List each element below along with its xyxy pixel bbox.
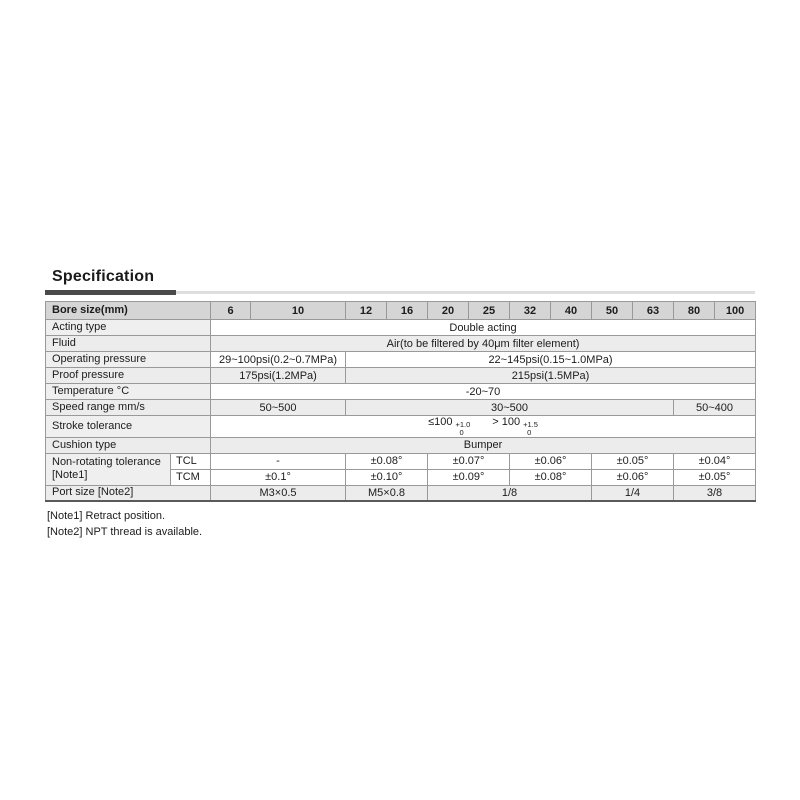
tcl-bore-50-63: ±0.05° [592,453,674,469]
stroke-gt-tolerance: +1.5 0 [523,420,538,437]
row-operating-pressure [46,352,756,368]
title-underline-dark [45,290,176,295]
temperature-label: Temperature °C [46,384,211,400]
row-speed-range [46,400,756,416]
row-stroke-tolerance [46,416,756,438]
tcm-bore-6-10: ±0.1° [211,469,346,485]
proof-pressure-small-bore: 175psi(1.2MPa) [211,368,346,384]
fluid-value: Air(to be filtered by 40μm filter element) [211,336,756,352]
row-port-size [46,485,756,501]
tcm-label: TCM [171,469,211,485]
row-acting-type [46,320,756,336]
bore-col-32: 32 [510,302,551,320]
speed-range-bore-80-100: 50~400 [674,400,756,416]
port-size-bore-12-16: M5×0.8 [346,485,428,501]
operating-pressure-large-bore: 22~145psi(0.15~1.0MPa) [346,352,756,368]
tcl-bore-6-10: - [211,453,346,469]
acting-type-label: Acting type [46,320,211,336]
speed-range-bore-6-10: 50~500 [211,400,346,416]
bore-col-40: 40 [551,302,592,320]
section-title: Specification [52,268,155,285]
cushion-type-value: Bumper [211,437,756,453]
row-temperature [46,384,756,400]
fluid-label: Fluid [46,336,211,352]
note-1: [Note1] Retract position. [47,510,166,523]
tcm-bore-12-16: ±0.10° [346,469,428,485]
bore-col-20: 20 [428,302,469,320]
tcm-bore-20-25: ±0.09° [428,469,510,485]
bore-col-63: 63 [633,302,674,320]
stroke-tolerance-label: Stroke tolerance [46,416,211,438]
tcl-bore-80-100: ±0.04° [674,453,756,469]
port-size-bore-6-10: M3×0.5 [211,485,346,501]
port-size-bore-20-40: 1/8 [428,485,592,501]
row-cushion-type [46,437,756,453]
bore-col-16: 16 [387,302,428,320]
port-size-bore-50-63: 1/4 [592,485,674,501]
stroke-le-text: ≤100 [428,416,453,428]
proof-pressure-large-bore: 215psi(1.5MPa) [346,368,756,384]
bore-col-6: 6 [211,302,251,320]
specification-table [45,301,756,502]
bore-col-12: 12 [346,302,387,320]
non-rotating-label: Non-rotating tolerance [Note1] [46,453,171,485]
proof-pressure-label: Proof pressure [46,368,211,384]
tcm-bore-50-63: ±0.06° [592,469,674,485]
stroke-gt-text: > 100 [492,416,521,428]
note-2: [Note2] NPT thread is available. [47,525,203,538]
operating-pressure-small-bore: 29~100psi(0.2~0.7MPa) [211,352,346,368]
port-size-label: Port size [Note2] [46,485,211,501]
temperature-value: -20~70 [211,384,756,400]
bore-col-25: 25 [469,302,510,320]
spec-sheet [45,268,755,540]
bore-size-label: Bore size(mm) [46,302,211,320]
bore-col-10: 10 [251,302,346,320]
title-rule [45,290,755,295]
bore-col-50: 50 [592,302,633,320]
row-proof-pressure [46,368,756,384]
speed-range-bore-12-63: 30~500 [346,400,674,416]
tcl-bore-12-16: ±0.08° [346,453,428,469]
tcl-bore-20-25: ±0.07° [428,453,510,469]
row-bore-size [46,302,756,320]
speed-range-label: Speed range mm/s [46,400,211,416]
footnotes [47,509,755,540]
port-size-bore-80-100: 3/8 [674,485,756,501]
tcm-bore-80-100: ±0.05° [674,469,756,485]
bore-col-80: 80 [674,302,715,320]
acting-type-value: Double acting [211,320,756,336]
cushion-type-label: Cushion type [46,437,211,453]
operating-pressure-label: Operating pressure [46,352,211,368]
tcm-bore-32-40: ±0.08° [510,469,592,485]
bore-col-100: 100 [715,302,756,320]
stroke-tolerance-value [211,416,756,438]
tcl-label: TCL [171,453,211,469]
row-non-rotating-tcl [46,453,756,469]
stroke-le-tolerance: +1.0 0 [455,420,471,437]
row-fluid [46,336,756,352]
tcl-bore-32-40: ±0.06° [510,453,592,469]
